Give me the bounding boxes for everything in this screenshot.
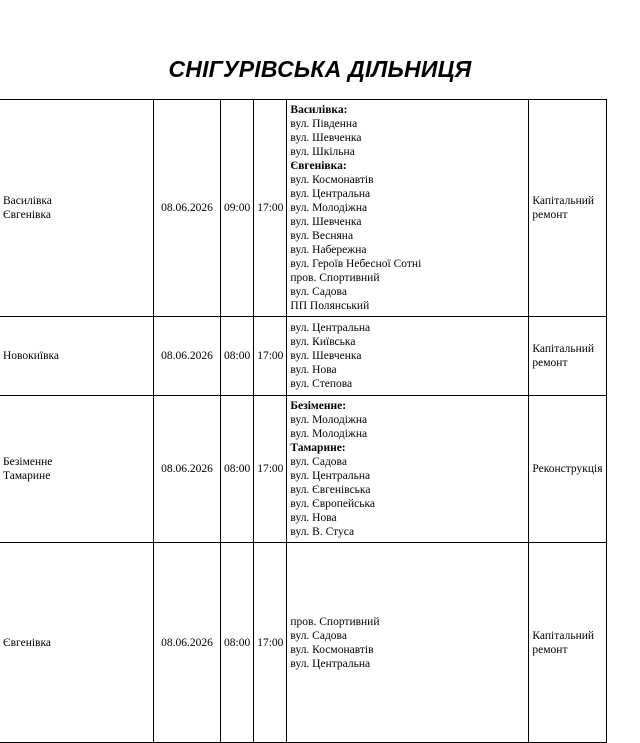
street-item: вул. Нова — [290, 512, 337, 524]
street-item: вул. Київська — [290, 336, 356, 348]
streets-cell — [287, 100, 529, 317]
street-item: вул. Шкільна — [290, 146, 355, 158]
village-cell — [0, 543, 154, 743]
work-type-text: ремонт — [532, 209, 568, 221]
street-item: вул. Шевченка — [290, 132, 362, 144]
date-cell: 08.06.2026 — [154, 100, 221, 317]
work-type-text: ремонт — [532, 357, 568, 369]
street-item: вул. Нова — [290, 364, 337, 376]
village-name: Василівка — [3, 195, 52, 207]
work-type-cell — [529, 543, 607, 743]
table-row — [0, 100, 607, 317]
street-item: вул. Центральна — [290, 657, 371, 670]
date-cell: 08.06.2026 — [154, 317, 221, 396]
village-name: Євгенівка — [3, 636, 51, 649]
time-from-cell: 08:00 — [221, 543, 254, 743]
village-cell — [0, 100, 154, 317]
settlement-heading: Євгенівка: — [290, 160, 347, 172]
time-to-cell: 17:00 — [254, 317, 287, 396]
village-name: Новокиївка — [3, 350, 60, 362]
table-row — [0, 396, 607, 543]
street-item: вул. Шевченка — [290, 350, 362, 362]
work-type-cell — [529, 100, 607, 317]
street-item: вул. Центральна — [290, 470, 371, 482]
work-type-text: Капітальний — [532, 343, 595, 355]
time-from-cell: 09:00 — [221, 100, 254, 317]
village-name: Безіменне — [3, 456, 53, 468]
time-to-cell: 17:00 — [254, 543, 287, 743]
work-type-text: Капітальний — [532, 629, 595, 642]
street-item: вул. В. Стуса — [290, 526, 355, 538]
street-item: вул. Євгенівська — [290, 484, 371, 496]
settlement-heading: Тамарине: — [290, 442, 346, 454]
time-to-cell: 17:00 — [254, 396, 287, 543]
street-item: вул. Героїв Небесної Сотні — [290, 258, 422, 270]
street-item: вул. Центральна — [290, 188, 371, 200]
streets-cell — [287, 317, 529, 396]
work-type-text: Капітальний — [532, 195, 595, 207]
schedule-body — [0, 100, 607, 743]
street-item: ПП Полянський — [290, 300, 370, 312]
settlement-heading: Безіменне: — [290, 400, 347, 412]
village-cell — [0, 396, 154, 543]
street-item: вул. Південна — [290, 118, 358, 130]
time-from-cell: 08:00 — [221, 317, 254, 396]
street-item: вул. Космонавтів — [290, 174, 374, 186]
street-item: вул. Садова — [290, 456, 347, 468]
street-item: вул. Молодіжна — [290, 202, 368, 214]
street-item: вул. Набережна — [290, 244, 367, 256]
street-item: вул. Європейська — [290, 498, 375, 510]
settlement-heading: Василівка: — [290, 104, 348, 116]
street-item: вул. Молодіжна — [290, 428, 368, 440]
street-item: пров. Спортивний — [290, 615, 380, 628]
street-item: вул. Шевченка — [290, 216, 362, 228]
table-row — [0, 317, 607, 396]
work-type-cell — [529, 317, 607, 396]
street-item: вул. Центральна — [290, 322, 371, 334]
work-type-cell — [529, 396, 607, 543]
street-item: вул. Степова — [290, 378, 353, 390]
streets-cell — [287, 543, 529, 743]
village-cell — [0, 317, 154, 396]
street-item: вул. Молодіжна — [290, 414, 368, 426]
work-type-text: ремонт — [532, 643, 568, 656]
date-cell: 08.06.2026 — [154, 543, 221, 743]
street-item: вул. Весняна — [290, 230, 354, 242]
time-to-cell: 17:00 — [254, 100, 287, 317]
page-title: СНІГУРІВСЬКА ДІЛЬНИЦЯ — [168, 56, 472, 82]
work-type-text: Реконструкція — [532, 463, 603, 475]
table-row — [0, 543, 607, 743]
street-item: пров. Спортивний — [290, 272, 380, 284]
street-item: вул. Космонавтів — [290, 643, 374, 656]
streets-cell — [287, 396, 529, 543]
village-name: Тамарине — [3, 470, 51, 482]
street-item: вул. Садова — [290, 286, 347, 298]
outage-schedule-table — [0, 99, 607, 743]
time-from-cell: 08:00 — [221, 396, 254, 543]
street-item: вул. Садова — [290, 629, 347, 642]
village-name: Євгенівка — [3, 209, 51, 221]
date-cell: 08.06.2026 — [154, 396, 221, 543]
